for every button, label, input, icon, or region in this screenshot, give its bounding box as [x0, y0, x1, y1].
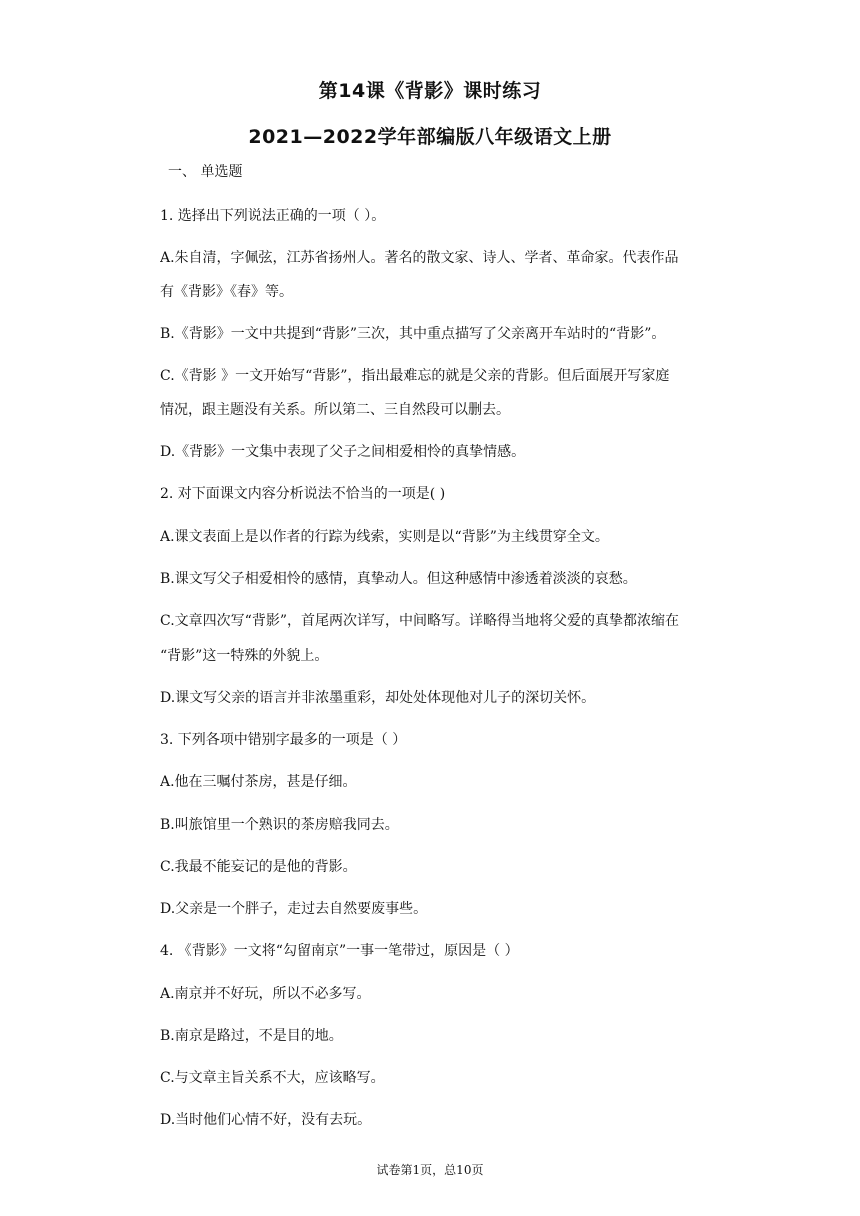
option-line: A.课文表面上是以作者的行踪为线索，实则是以“背影”为主线贯穿全文。 [160, 529, 609, 545]
option-line: B.南京是路过，不是目的地。 [160, 1028, 343, 1044]
option-line: A.朱自清，字佩弦，江苏省扬州人。著名的散文家、诗人、学者、革命家。代表作品 [160, 250, 679, 266]
document-title: 第14课《背影》课时练习 [318, 80, 542, 102]
question-stem: 3. 下列各项中错别字最多的一项是（ ） [160, 732, 407, 748]
page-footer: 试卷第1页，总10页 [376, 1163, 484, 1177]
option-line: “背影”这一特殊的外貌上。 [160, 648, 329, 664]
question-stem: 1. 选择出下列说法正确的一项（ ）。 [160, 208, 386, 224]
question-stem: 4. 《背影》一文将“勾留南京”一事一笔带过，原因是（ ） [160, 943, 519, 959]
option-line: 情况，跟主题没有关系。所以第二、三自然段可以删去。 [160, 402, 510, 418]
option-line: A.他在三嘱付茶房，甚是仔细。 [160, 774, 357, 790]
option-line: C.我最不能妄记的是他的背影。 [160, 859, 357, 875]
document-subtitle: 2021—2022学年部编版八年级语文上册 [248, 126, 612, 148]
option-line: D.父亲是一个胖子，走过去自然要废事些。 [160, 901, 428, 917]
option-line: B.《背影》一文中共提到“背影”三次，其中重点描写了父亲离开车站时的“背影”。 [160, 326, 666, 342]
option-line: D.《背影》一文集中表现了父子之间相爱相怜的真挚情感。 [160, 444, 526, 460]
option-line: C.文章四次写“背影”，首尾两次详写，中间略写。详略得当地将父爱的真挚都浓缩在 [160, 613, 679, 629]
option-line: D.当时他们心情不好，没有去玩。 [160, 1112, 372, 1128]
option-line: 有《背影》《春》等。 [160, 284, 293, 300]
option-line: D.课文写父亲的语言并非浓墨重彩，却处处体现他对儿子的深切关怀。 [160, 690, 596, 706]
option-line: C.与文章主旨关系不大，应该略写。 [160, 1070, 385, 1086]
option-line: A.南京并不好玩，所以不必多写。 [160, 986, 371, 1002]
option-line: B.叫旅馆里一个熟识的茶房赔我同去。 [160, 817, 399, 833]
option-line: B.课文写父子相爱相怜的感情，真挚动人。但这种感情中渗透着淡淡的哀愁。 [160, 571, 637, 587]
option-line: C.《背影 》一文开始写“背影”，指出最难忘的就是父亲的背影。但后面展开写家庭 [160, 368, 670, 384]
section-heading: 一、 单选题 [168, 164, 243, 180]
question-stem: 2. 对下面课文内容分析说法不恰当的一项是( ) [160, 486, 446, 502]
